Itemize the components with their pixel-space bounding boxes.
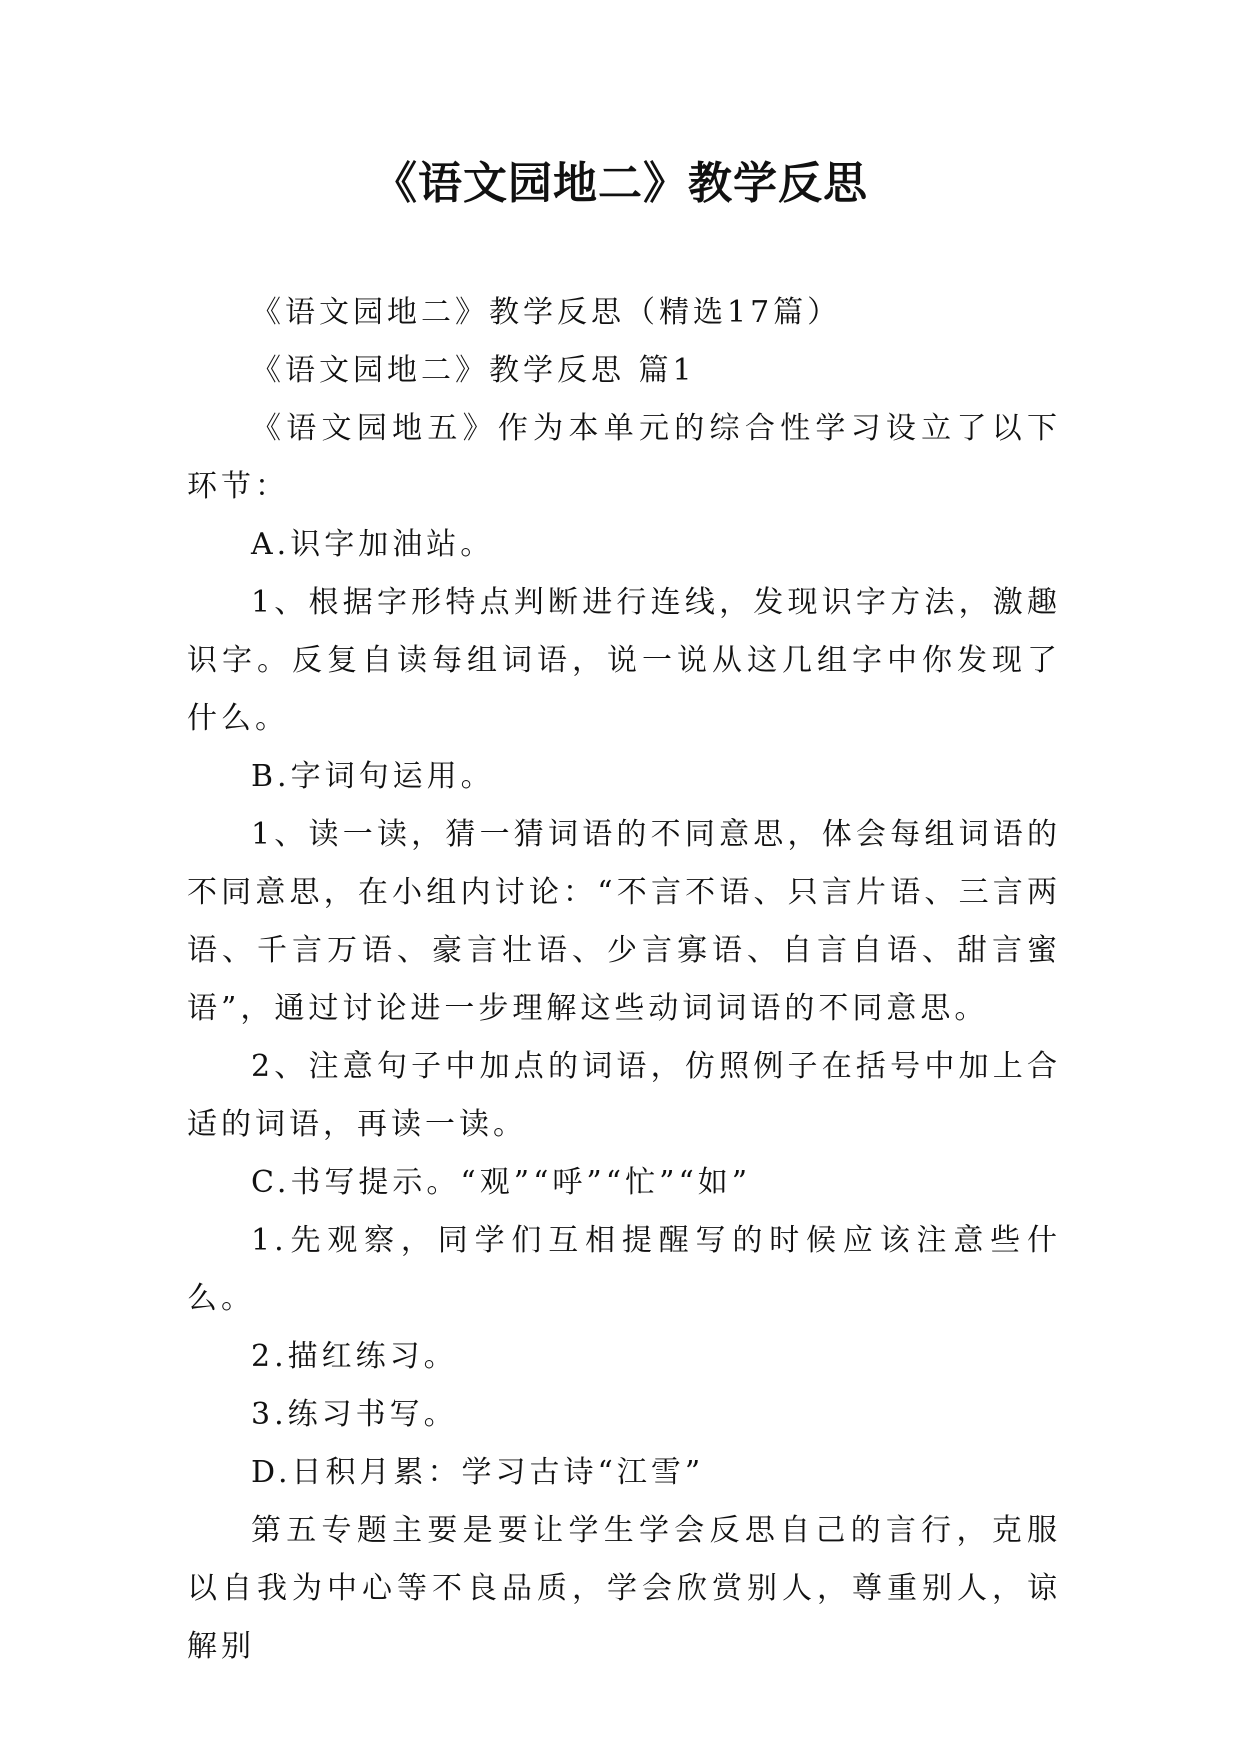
paragraph-b-item-2: 2、注意句子中加点的词语，仿照例子在括号中加上合适的词语，再读一读。 xyxy=(187,1049,1061,1142)
paragraph-closing: 第五专题主要是要让学生学会反思自己的言行，克服以自我为中心等不良品质，学会欣赏别人，尊重别人，谅解别 xyxy=(187,1513,1061,1664)
paragraph-subtitle: 《语文园地二》教学反思（精选17篇） xyxy=(251,295,842,330)
paragraph-intro: 《语文园地五》作为本单元的综合性学习设立了以下环节： xyxy=(187,411,1061,504)
paragraph-section-b: B.字词句运用。 xyxy=(251,759,495,794)
document-title: 《语文园地二》教学反思 xyxy=(373,158,868,209)
paragraph-a-item-1: 1、根据字形特点判断进行连线，发现识字方法，激趣识字。反复自读每组词语，说一说从这几组字中你发现了什么。 xyxy=(187,585,1061,736)
paragraph-section-d: D.日积月累：学习古诗“江雪” xyxy=(251,1455,705,1490)
paragraph-section-c: C.书写提示。“观”“呼”“忙”“如” xyxy=(251,1165,752,1200)
paragraph-section-a: A.识字加油站。 xyxy=(251,527,495,562)
paragraph-c-item-1: 1.先观察，同学们互相提醒写的时候应该注意些什么。 xyxy=(187,1223,1061,1316)
paragraph-b-item-1: 1、读一读，猜一猜词语的不同意思，体会每组词语的不同意思，在小组内讨论：“不言不语、只言片语、三言两语、千言万语、豪言壮语、少言寡语、自言自语、甜言蜜语”，通过讨论进一步理解这些动词词语的不同意思。 xyxy=(187,817,1061,1026)
paragraph-c-item-3: 3.练习书写。 xyxy=(251,1397,458,1432)
document-body xyxy=(187,284,1061,1676)
paragraph-article-heading: 《语文园地二》教学反思 篇1 xyxy=(251,353,696,388)
paragraph-c-item-2: 2.描红练习。 xyxy=(251,1339,458,1374)
